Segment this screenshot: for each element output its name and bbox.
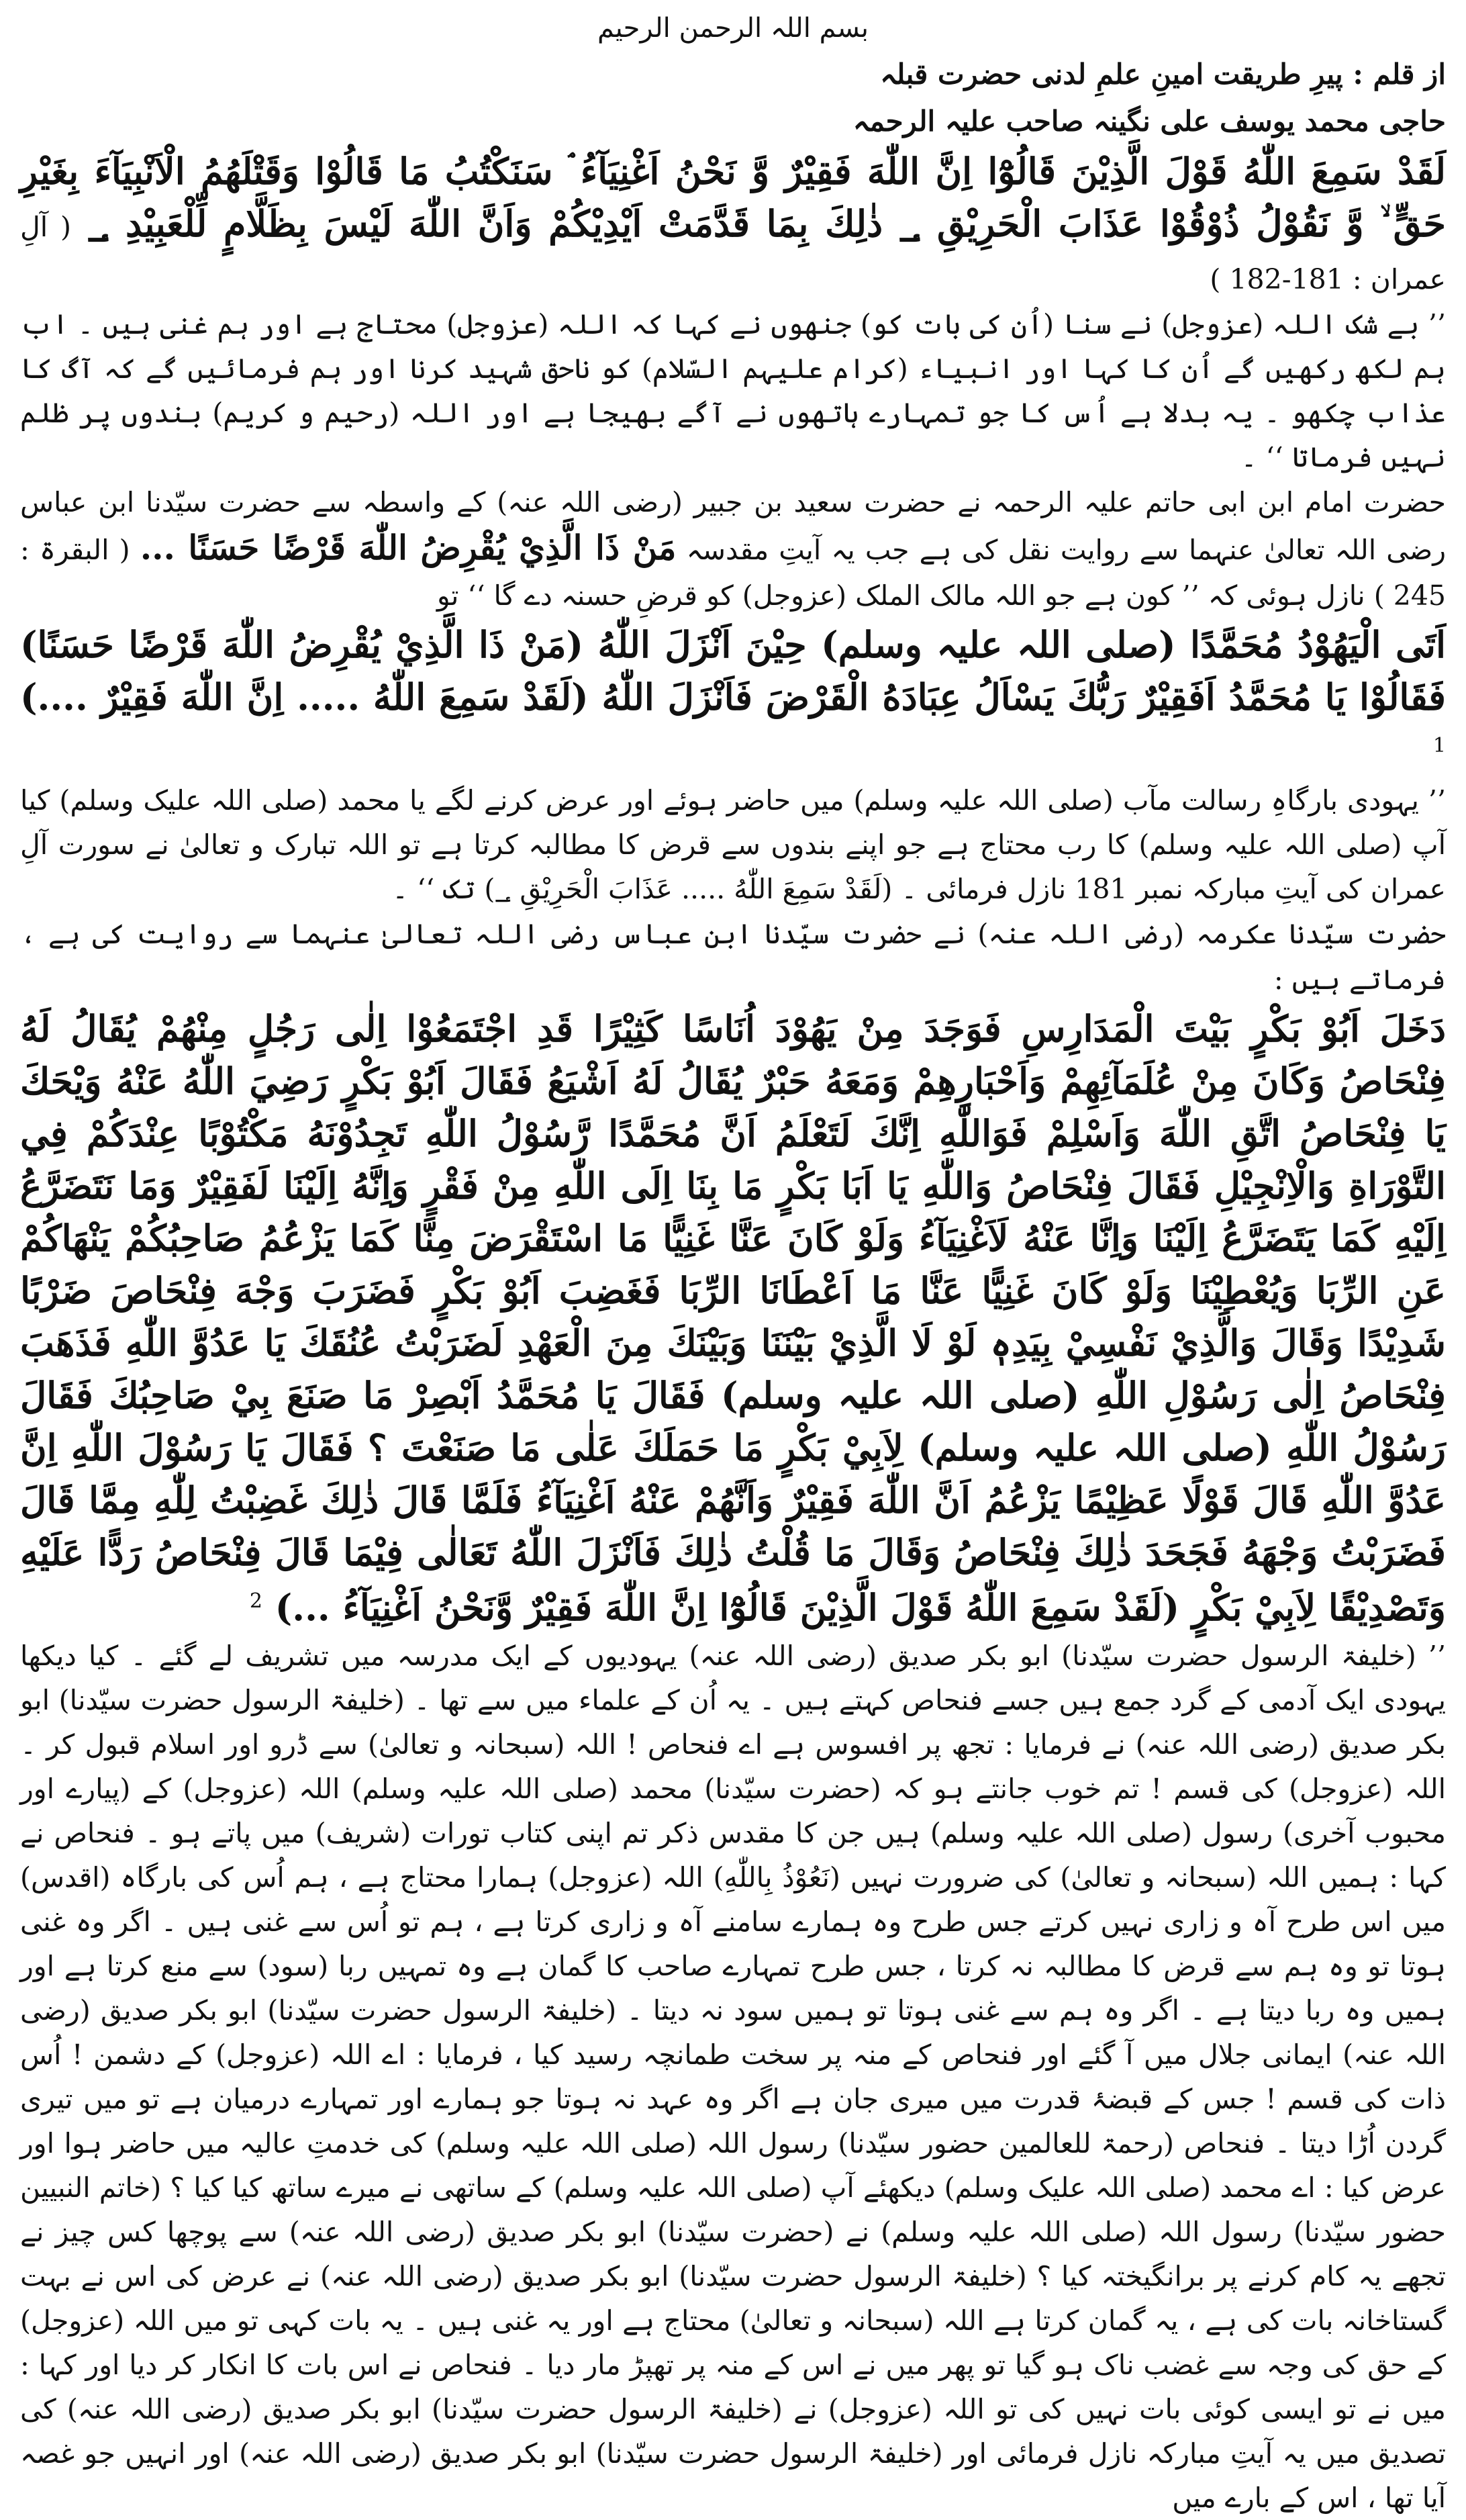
author-line-1: از قلم : پیرِ طریقت امینِ علمِ لدنی حضرت قبلہ bbox=[880, 58, 1446, 91]
quran-verse-1 bbox=[20, 145, 1446, 302]
footnote-marker: 1 bbox=[1432, 734, 1446, 757]
hadith-arabic-1 bbox=[20, 618, 1446, 778]
hadith-text: دَخَلَ اَبُوْ بَكْرٍ بَيْتَ الْمَدَارِسِ فَوَجَدَ مِنْ يَهُوْدَ اُنَاسًا كَثِيْرًا قَدِ اجْتَمَعُوْا اِلٰى رَجُلٍ مِنْهُمْ يُقَالُ لَهُ فِنْحَاصُ وَكَانَ مِنْ عُلَمَآئِهِمْ وَاَحْبَارِهِمْ وَمَعَهُ حَبْرٌ يُقَالُ لَهُ اَشْيَعُ فَقَالَ اَبُوْ بَكْرٍ رَضِيَ اللّٰهُ عَنْهُ وَيْحَكَ يَا فِنْحَاصُ اتَّقِ اللّٰهَ وَاَسْلِمْ فَوَاللّٰهِ اِنَّكَ لَتَعْلَمُ اَنَّ مُحَمَّدًا رَّسُوْلُ اللّٰهِ تَجِدُوْنَهُ مَكْتُوْبًا عِنْدَكُمْ فِي التَّوْرَاةِ وَالْاِنْجِيْلِ فَقَالَ فِنْحَاصُ وَاللّٰهِ يَا اَبَا بَكْرٍ مَا بِنَا اِلَى اللّٰهِ مِنْ فَقْرٍ وَاِنَّهُ اِلَيْنَا لَفَقِيْرٌ وَمَا نَتَضَرَّعُ اِلَيْهِ كَمَا يَتَضَرَّعُ اِلَيْنَا وَاِنَّا عَنْهُ لَاَغْنِيَآءُ وَلَوْ كَانَ عَنَّا غَنِيًّا مَا اسْتَقْرَضَ مِنَّا كَمَا يَزْعُمُ صَاحِبُكُمْ يَنْهَاكُمْ عَنِ الرِّبَا وَيُعْطِيْنَا وَلَوْ كَانَ غَنِيًّا عَنَّا مَا اَعْطَانَا الرِّبَا فَغَضِبَ اَبُوْ بَكْرٍ فَضَرَبَ وَجْهَ فِنْحَاصَ ضَرْبًا شَدِيْدًا وَقَالَ وَالَّذِيْ نَفْسِيْ بِيَدِهٖ لَوْ لَا الَّذِيْ بَيْنَنَا وَبَيْنَكَ مِنَ الْعَهْدِ لَضَرَبْتُ عُنُقَكَ يَا عَدُوَّ اللّٰهِ فَذَهَبَ فِنْحَاصُ اِلٰى رَسُوْلِ اللّٰهِ (صلی اللہ علیہ وسلم) فَقَالَ يَا مُحَمَّدُ اَبْصِرْ مَا صَنَعَ بِيْ صَاحِبُكَ فَقَالَ رَسُوْلُ اللّٰهِ (صلی اللہ علیہ وسلم) لِاَبِيْ بَكْرٍ مَا حَمَلَكَ عَلٰى مَا صَنَعْتَ ؟ فَقَالَ يَا رَسُوْلَ اللّٰهِ اِنَّ عَدُوَّ اللّٰهِ قَالَ قَوْلًا عَظِيْمًا يَزْعُمُ اَنَّ اللّٰهَ فَقِيْرٌ وَاَنَّهُمْ عَنْهُ اَغْنِيَآءُ فَلَمَّا قَالَ ذٰلِكَ غَضِبْتُ لِلّٰهِ مِمَّا قَالَ فَضَرَبْتُ وَجْهَهُ فَجَحَدَ ذٰلِكَ فِنْحَاصُ وَقَالَ مَا قُلْتُ ذٰلِكَ فَاَنْزَلَ اللّٰهُ تَعَالٰى فِيْمَا قَالَ فِنْحَاصُ رَدًّا عَلَيْهِ وَتَصْدِيْقًا لِاَبِيْ بَكْرٍ (لَقَدْ سَمِعَ اللّٰهُ قَوْلَ الَّذِيْنَ قَالُوْٓا اِنَّ اللّٰهَ فَقِيْرٌ وَّنَحْنُ اَغْنِيَآءُ ...) bbox=[20, 1007, 1446, 1629]
hadith-text: اَتَى الْيَهُوْدُ مُحَمَّدًا (صلی اللہ علیہ وسلم) حِيْنَ اَنْزَلَ اللّٰهُ (مَنْ ذَا الَّذِيْ يُقْرِضُ اللّٰهَ قَرْضًا حَسَنًا) فَقَالُوْا يَا مُحَمَّدُ اَفَقِيْرٌ رَبُّكَ يَسْاَلُ عِبَادَهُ الْقَرْضَ فَاَنْزَلَ اللّٰهُ (لَقَدْ سَمِعَ اللّٰهُ ..... اِنَّ اللّٰهَ فَقِيْرٌ ....) bbox=[20, 623, 1446, 718]
paragraph-ikrimah-intro: حضرت سیّدنا عکرمہ (رضی اللہ عنہ) نے حضرت سیّدنا ابن عباس رضی اللہ تعالیٰ عنہما سے روایت کی ہے ، فرماتے ہیں : bbox=[20, 918, 1446, 996]
paragraph-ibn-abi-hatim bbox=[20, 479, 1446, 618]
footnote-marker: 2 bbox=[249, 1589, 262, 1613]
quoted-verse: مَنْ ذَا الَّذِيْ يُقْرِضُ اللّٰهَ قَرْضًا حَسَنًا ... bbox=[140, 528, 677, 567]
verse-1-translation: ’’ بے شک اللہ (عزوجل) نے سنا (اُن کی بات کو) جنھوں نے کہا کہ اللہ (عزوجل) محتاج ہے اور ہم غنی ہیں ۔ اب ہم لکھ رکھیں گے اُن کا کہا اور انبیاء (کرام علیہم السّلام) کو ناحق شہید کرنا اور ہم فرمائیں گے کہ آگ کا عذاب چکھو ۔ یہ بدلا ہے اُس کا جو تمہارے ہاتھوں نے آگے بھیجا ہے اور اللہ (رحیم و کریم) بندوں پر ظلم نہیں فرماتا ‘‘ ۔ bbox=[20, 308, 1447, 473]
author-line-2: حاجی محمد یوسف علی نگینہ صاحب علیہ الرحمہ bbox=[852, 105, 1446, 138]
hadith-arabic-2 bbox=[20, 1002, 1446, 1634]
bismillah-heading: بسم اللہ الرحمن الرحیم bbox=[597, 13, 869, 44]
hadith-1-translation: ’’ یہودی بارگاہِ رسالت مآب (صلی اللہ علیہ وسلم) میں حاضر ہوئے اور عرض کرنے لگے یا محمد (صلی اللہ علیک وسلم) کیا آپ (صلی اللہ علیہ وسلم) کا رب محتاج ہے جو اپنے بندوں سے قرض کا مطالبہ کرتا ہے تو اللہ تبارک و تعالیٰ نے سورت آلِ عمران کی آیتِ مبارکہ نمبر 181 نازل فرمائی ۔ (لَقَدْ سَمِعَ اللّٰهُ ..... عَذَابَ الْحَرِيْقِ ؀) تک ‘‘ ۔ bbox=[20, 784, 1446, 905]
paragraph-continuation: نازل ہوئی کہ ’’ کون ہے جو اللہ مالک الملک (عزوجل) کو قرضِ حسنہ دے گا ‘‘ تو bbox=[436, 579, 1365, 612]
verse-arabic-text: لَقَدْ سَمِعَ اللّٰهُ قَوْلَ الَّذِيْنَ قَالُوْٓا اِنَّ اللّٰهَ فَقِيْرٌ وَّ نَحْنُ اَغْنِيَآءُ ۘ سَنَكْتُبُ مَا قَالُوْا وَقَتْلَهُمُ الْاَنْبِيَآءَ بِغَيْرِ حَقٍّ ۙ وَّ نَقُوْلُ ذُوْقُوْا عَذَابَ الْحَرِيْقِ ؀ ذٰلِكَ بِمَا قَدَّمَتْ اَيْدِيْكُمْ وَاَنَّ اللّٰهَ لَيْسَ بِظَلَّامٍ لِّلْعَبِيْدِ ؀ bbox=[20, 150, 1446, 245]
paragraph-intro: حضرت امام ابن ابی حاتم علیہ الرحمہ نے حضرت سعید بن جبیر (رضی اللہ عنہ) کے واسطہ سے حضرت سیّدنا ابن عباس رضی اللہ تعالیٰ عنہما سے روایت نقل کی ہے جب یہ آیتِ مقدسہ bbox=[20, 486, 1446, 566]
verse-reference: ( آلِ عمران : 181-182 ) bbox=[20, 211, 1446, 295]
quoted-verse-reference: ( البقرۃ : 245 ) bbox=[20, 534, 1446, 612]
hadith-2-translation: ’’ (خلیفۃ الرسول حضرت سیّدنا) ابو بکر صدیق (رضی اللہ عنہ) یہودیوں کے ایک مدرسہ میں تشریف لے گئے ۔ کیا دیکھا یہودی ایک آدمی کے گرد جمع ہیں جسے فنحاص کہتے ہیں ۔ یہ اُن کے علماء میں سے تھا ۔ (خلیفۃ الرسول حضرت سیّدنا) ابو بکر صدیق (رضی اللہ عنہ) نے فرمایا : تجھ پر افسوس ہے اے فنحاص ! اللہ (سبحانہ و تعالیٰ) سے ڈرو اور اسلام قبول کر ۔ اللہ (عزوجل) کی قسم ! تم خوب جانتے ہو کہ (حضرت سیّدنا) محمد (صلی اللہ علیہ وسلم) اللہ (عزوجل) کے (پیارے اور محبوب آخری) رسول (صلی اللہ علیہ وسلم) ہیں جن کا مقدس ذکر تم اپنی کتاب تورات (شریف) میں پاتے ہو ۔ فنحاص نے کہا : ہمیں اللہ (سبحانہ و تعالیٰ) کی ضرورت نہیں (نَعُوْذُ بِاللّٰهِ) اللہ (عزوجل) ہمارا محتاج ہے ، ہم اُس کی بارگاہ (اقدس) میں اس طرح آہ و زاری نہیں کرتے جس طرح وہ ہمارے سامنے آہ و زاری کرتا ہے ، ہم تو اُس سے غنی ہیں ۔ اگر وہ غنی ہوتا تو وہ ہم سے قرض کا مطالبہ نہ کرتا ، جس طرح تمہارے صاحب کا گمان ہے وہ تمہیں ربا (سود) سے منع کرتا ہے اور ہمیں وہ ربا دیتا ہے ۔ اگر وہ ہم سے غنی ہوتا تو ہمیں سود نہ دیتا ۔ (خلیفۃ الرسول حضرت سیّدنا) ابو بکر صدیق (رضی اللہ عنہ) ایمانی جلال میں آ گئے اور فنحاص کے منہ پر سخت طمانچہ رسید کیا ، فرمایا : اے اللہ (عزوجل) کے دشمن ! اُس ذات کی قسم ! جس کے قبضۂ قدرت میں میری جان ہے اگر وہ عہد نہ ہوتا جو ہمارے اور تمہارے درمیان ہے تو میں تیری گردن اُڑا دیتا ۔ فنحاص (رحمۃ للعالمین حضور سیّدنا) رسول اللہ (صلی اللہ علیہ وسلم) کی خدمتِ عالیہ میں حاضر ہوا اور عرض کیا : اے محمد (صلی اللہ علیک وسلم) دیکھئے آپ (صلی اللہ علیہ وسلم) کے ساتھی نے میرے ساتھ کیا کیا ؟ (خاتم النبیین حضور سیّدنا) رسول اللہ (صلی اللہ علیہ وسلم) نے (حضرت سیّدنا) ابو بکر صدیق (رضی اللہ عنہ) سے پوچھا کس چیز نے تجھے یہ کام کرنے پر برانگیختہ کیا ؟ (خلیفۃ الرسول حضرت سیّدنا) ابو بکر صدیق (رضی اللہ عنہ) نے عرض کی اس نے بہت گستاخانہ بات کی ہے ، یہ گمان کرتا ہے اللہ (سبحانہ و تعالیٰ) محتاج ہے اور یہ غنی ہیں ۔ یہ بات کہی تو میں اللہ (عزوجل) کے حق کی وجہ سے غضب ناک ہو گیا تو پھر میں نے اس کے منہ پر تھپڑ مار دیا ۔ فنحاص نے اس بات کا انکار کر دیا اور کہا : میں نے تو ایسی کوئی بات نہیں کی تو اللہ (عزوجل) نے (خلیفۃ الرسول حضرت سیّدنا) ابو بکر صدیق (رضی اللہ عنہ) کی تصدیق میں یہ آیتِ مبارکہ نازل فرمائی اور (خلیفۃ الرسول حضرت سیّدنا) ابو بکر صدیق (رضی اللہ عنہ) اور انہیں جو غصہ آیا تھا ، اس کے بارے میں bbox=[20, 1640, 1446, 2514]
